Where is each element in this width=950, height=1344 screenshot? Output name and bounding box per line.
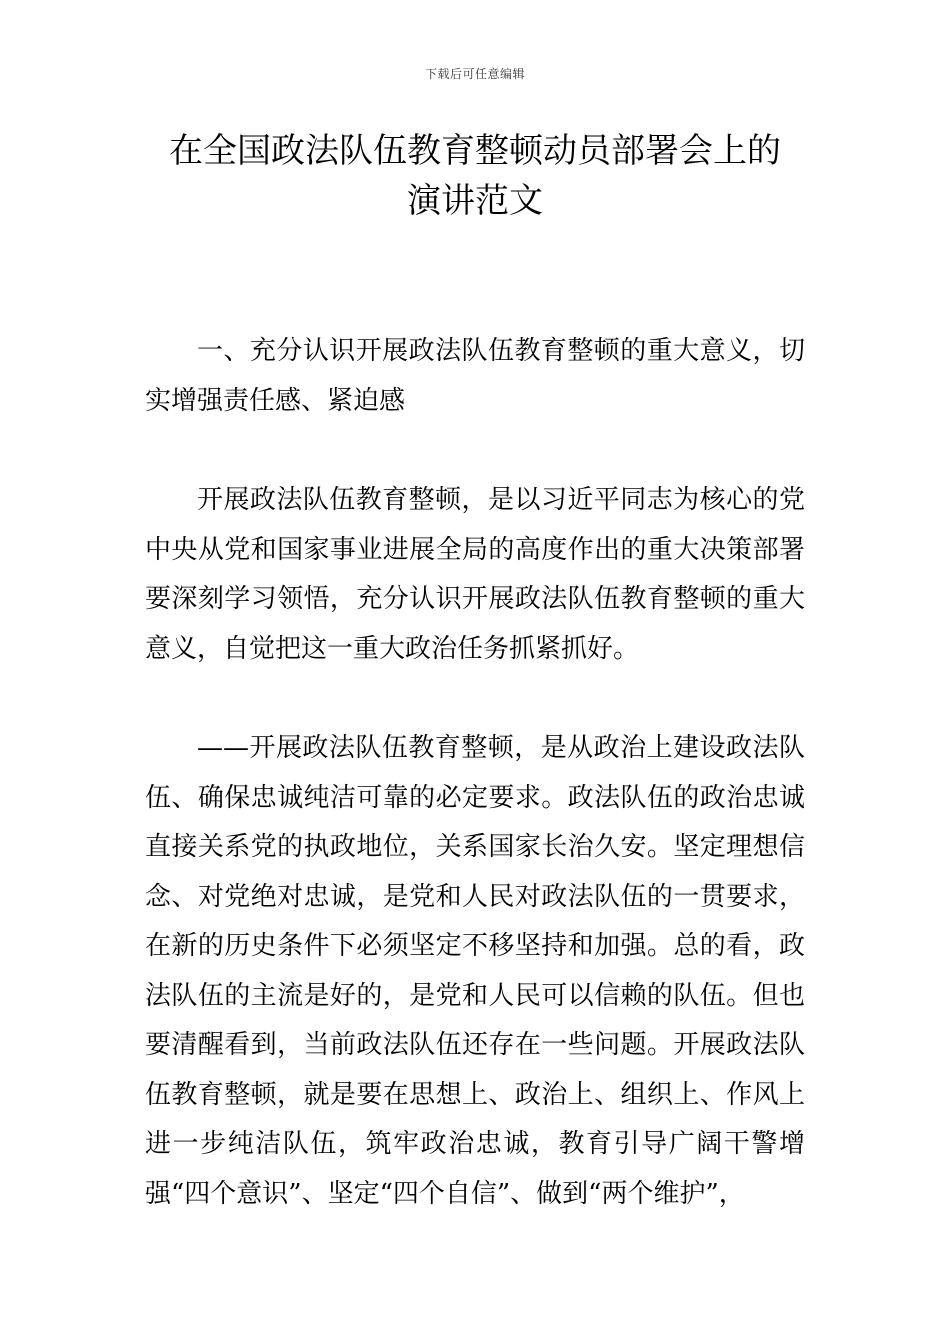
paragraph-point-one [145, 724, 805, 1219]
paragraph-text: 开展政法队伍教育整顿，是以习近平同志为核心的党中央从党和国家事业进展全局的高度作出的重大决策部署要深刻学习领悟，充分认识开展政法队伍教育整顿的重大意义，自觉把这一重大政治任务抓紧抓好。 [145, 485, 805, 664]
paragraph-section-heading [145, 327, 805, 426]
title-line-2: 演讲范文 [407, 181, 543, 221]
document-title [145, 126, 805, 226]
paragraph-text: 一、充分认识开展政法队伍教育整顿的重大意义，切实增强责任感、紧迫感 [145, 336, 805, 416]
paragraph-text: ——开展政法队伍教育整顿，是从政治上建设政法队伍、确保忠诚纯洁可靠的必定要求。政法队伍的政治忠诚直接关系党的执政地位，关系国家长治久安。坚定理想信念、对党绝对忠诚，是党和人民对政法队伍的一贯要求，在新的历史条件下必须坚定不移坚持和加强。总的看，政法队伍的主流是好的，是党和人民可以信赖的队伍。但也要清醒看到，当前政法队伍还存在一些问题。开展政法队伍教育整顿，就是要在思想上、政治上、组织上、作风上进一步纯洁队伍，筑牢政治忠诚，教育引导广阔干警增强“四个意识”、坚定“四个自信”、做到“两个维护”， [145, 733, 805, 1209]
paragraph-intro [145, 476, 805, 674]
title-line-1: 在全国政法队伍教育整顿动员部署会上的 [169, 131, 781, 171]
header-note: 下载后可任意编辑 [424, 67, 525, 81]
